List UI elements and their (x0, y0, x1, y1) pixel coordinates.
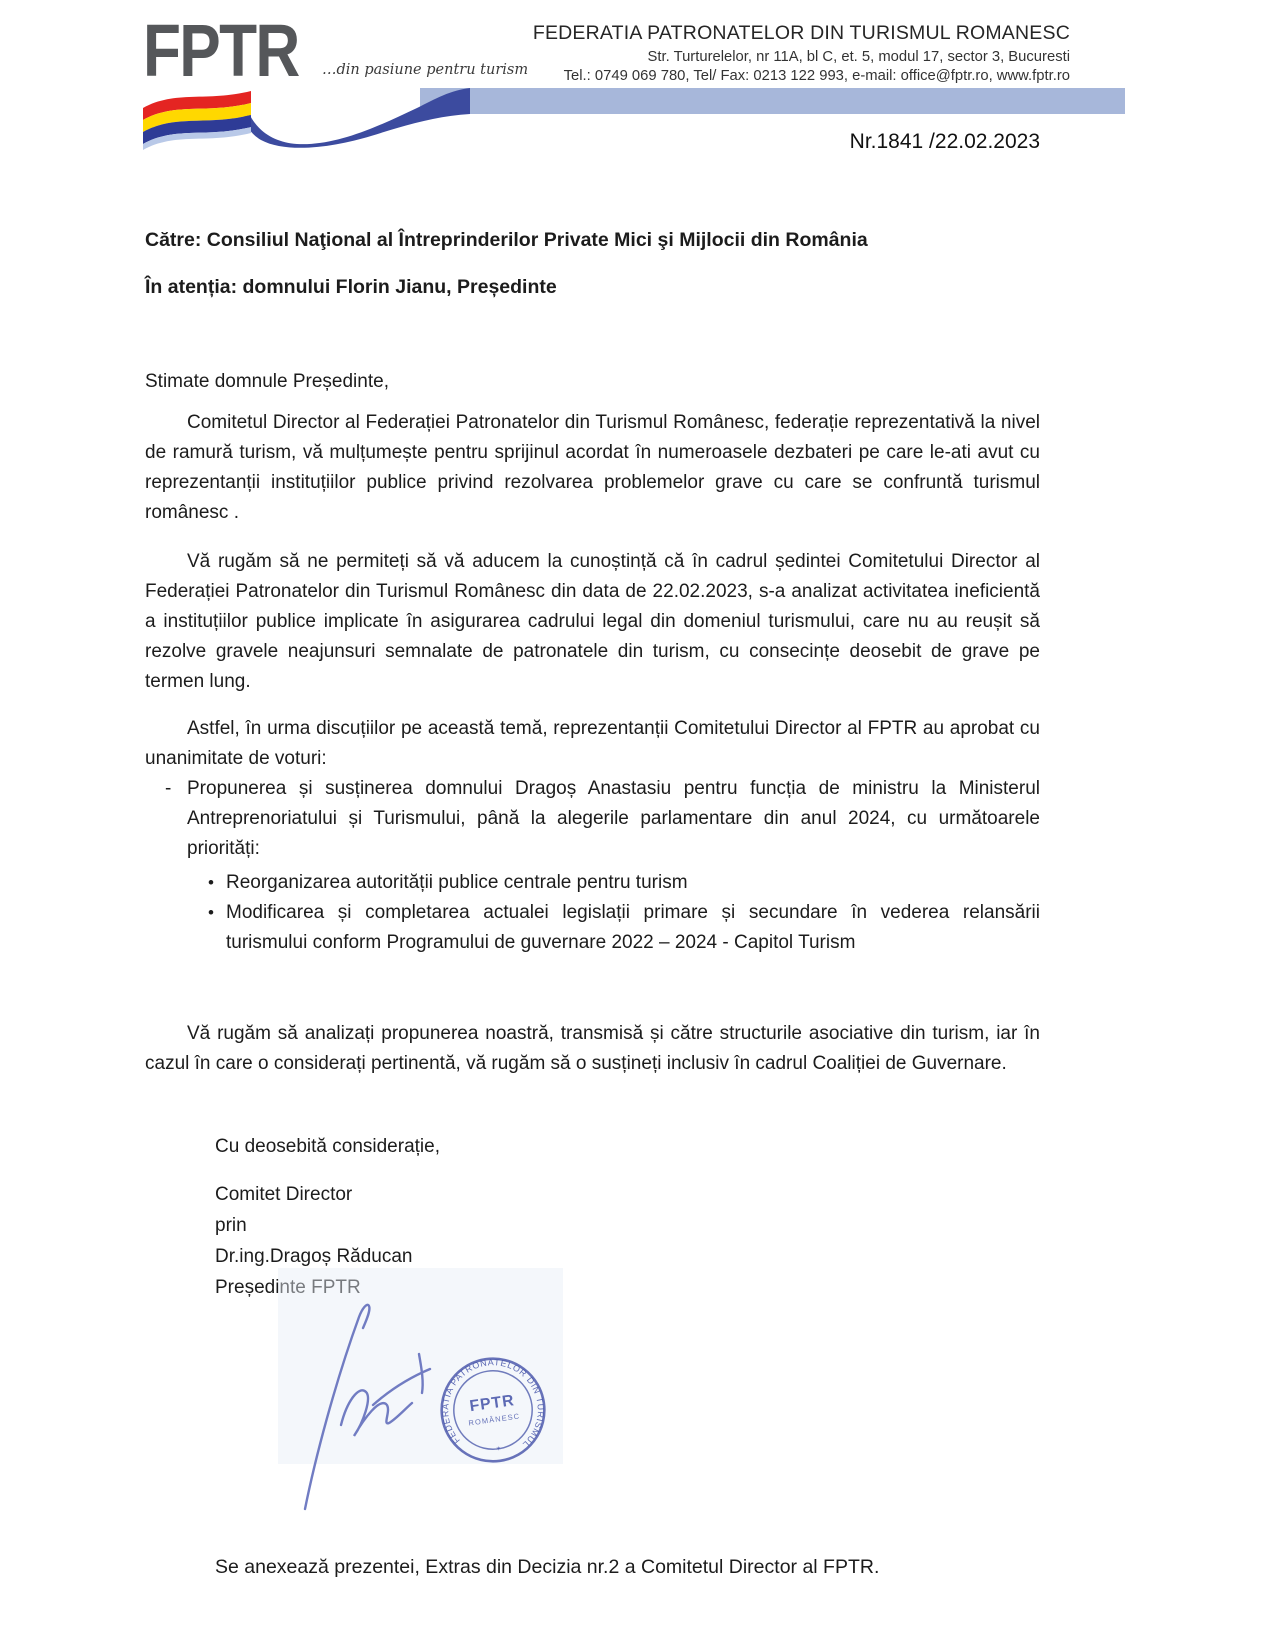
paragraph-2: Vă rugăm să ne permiteți să vă aducem la cunoștință că în cadrul ședintei Comitetului Director al Federației Patronatelor din Turismul Românesc din data de 22.02.2023, s-a analizat activitatea ineficientă a instituțiilor publice implicate în asigurarea cadrului legal din domeniul turismului, care nu au reușit să rezolve gravele neajunsuri semnalate de patronatele din turism, cu consecințe deosebit de grave pe termen lung. (145, 551, 1040, 692)
recipient-line: Către: Consiliul Naţional al Întreprinderilor Private Mici şi Mijlocii din România (145, 229, 868, 251)
stamp-star-icon: ✶ (495, 1445, 502, 1454)
handwritten-signature (283, 1283, 448, 1513)
bullet-marker: • (208, 903, 214, 922)
paragraph-4: Vă rugăm să analizați propunerea noastră, transmisă și către structurile asociative din turism, iar în cazul în care o considerați pertinentă, vă rugăm să o susțineți inclusiv în cadrul Coaliției de Guvernare. (145, 1023, 1040, 1074)
salutation: Stimate domnule Președinte, (145, 371, 389, 392)
signer-org: Comitet Director (215, 1184, 353, 1205)
regards-line: Cu deosebită considerație, (215, 1136, 440, 1157)
org-address: Str. Turturelelor, nr 11A, bl C, et. 5, modul 17, sector 3, Bucuresti (647, 49, 1070, 65)
closing-regards (215, 1132, 1040, 1162)
list-item-priority-2 (208, 898, 1040, 958)
round-fptr-stamp (437, 1354, 549, 1466)
list-item-text: Reorganizarea autorității publice centrale pentru turism (226, 872, 688, 893)
fptr-logo: FPTR (143, 9, 299, 92)
paragraph-3: Astfel, în urma discuțiilor pe această temă, reprezentanții Comitetului Director al FPTR au aprobat cu unanimitate de voturi: (145, 718, 1040, 769)
logo-tagline: …din pasiune pentru turism (322, 62, 529, 78)
letter-body (145, 225, 1040, 1303)
signer-title: Președinte FPTR (215, 1277, 361, 1298)
reference-number: Nr.1841 /22.02.2023 (849, 130, 1040, 153)
attention-line: În atenția: domnului Florin Jianu, Președinte (145, 276, 557, 298)
signer-by: prin (215, 1215, 247, 1236)
stamp-sub-text: ROMÂNESC (467, 1411, 521, 1428)
bullet-marker: • (208, 873, 214, 892)
stamp-center-text: FPTR (468, 1392, 516, 1416)
org-name: FEDERATIA PATRONATELOR DIN TURISMUL ROMANESC (532, 22, 1070, 44)
dash-bullet-marker: - (165, 778, 172, 799)
list-item-proposal (165, 774, 1040, 864)
annex-note: Se anexează prezentei, Extras din Decizia nr.2 a Comitetul Director al FPTR. (215, 1556, 880, 1578)
stamp-ring-text: FEDERATIA PATRONATELOR DIN TURISMUL (440, 1357, 546, 1451)
signer-name: Dr.ing.Dragoș Răducan (215, 1246, 413, 1267)
list-item-text: Propunerea și susținerea domnului Dragoș Anastasiu pentru funcția de ministru la Ministerul Antreprenoriatului și Turismului, până la alegerile parlamentare din anul 2024, cu următoarele priorități: (187, 778, 1040, 859)
org-contact: Tel.: 0749 069 780, Tel/ Fax: 0213 122 993, e-mail: office@fptr.ro, www.fptr.ro (563, 68, 1070, 84)
list-item-priority-1 (208, 868, 1040, 898)
list-item-text: Modificarea și completarea actualei legislații primare și secundare în vederea relansării turismului conform Programului de guvernare 2022 – 2024 - Capitol Turism (226, 902, 1040, 953)
paragraph-1: Comitetul Director al Federației Patronatelor din Turismul Românesc, federație reprezentativă la nivel de ramură turism, vă mulțumește pentru sprijinul acordat în numeroasele dezbateri pe care le-ati avut cu reprezentanții instituțiilor publice privind rezolvarea problemelor grave cu care se confruntă turismul românesc . (145, 412, 1040, 523)
